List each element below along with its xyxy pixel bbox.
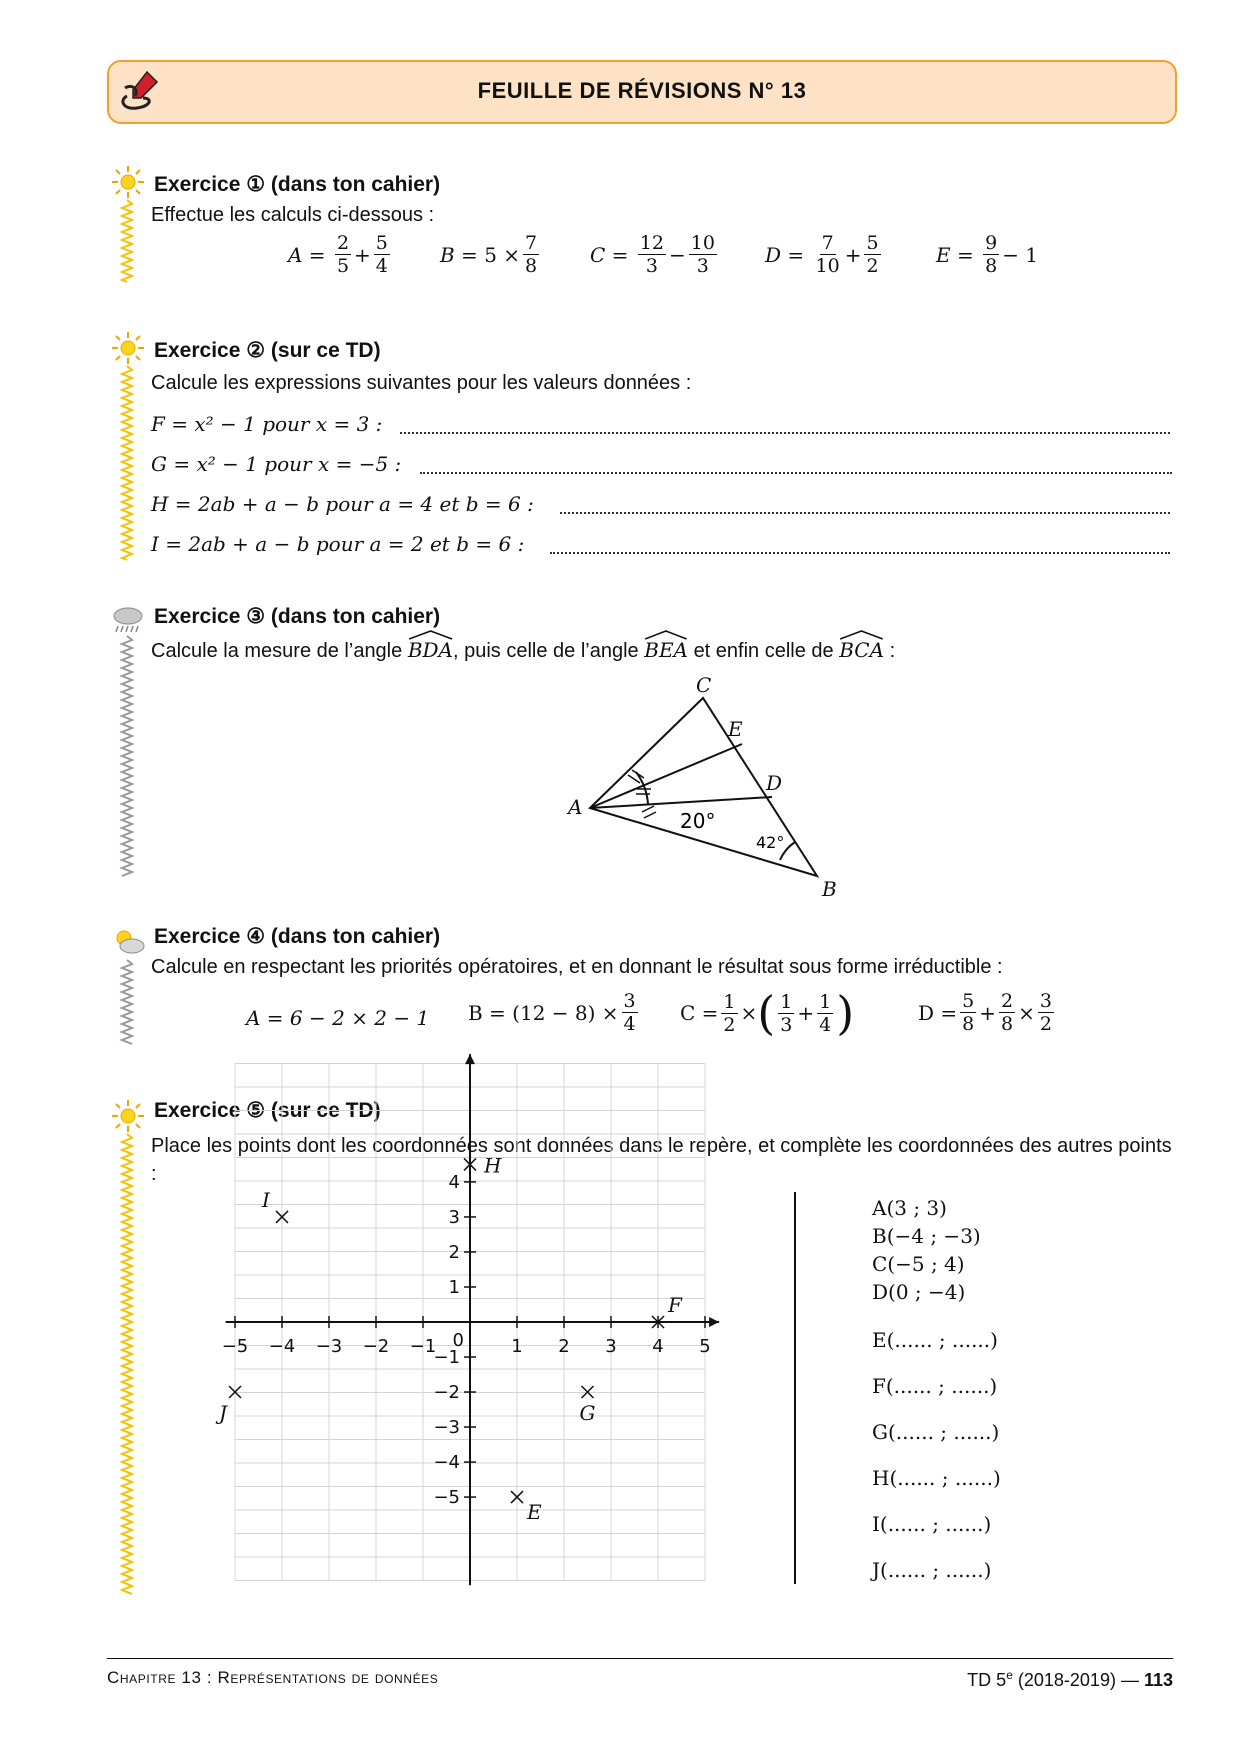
ex1-e-post: − 1: [1002, 242, 1039, 267]
x-tick-label: −5: [221, 1336, 249, 1357]
page-number: 113: [1143, 1670, 1173, 1690]
ex4-c-f3n: 1: [819, 990, 832, 1013]
ex1-e-fn: 9: [985, 232, 998, 254]
x-tick-label: −2: [362, 1336, 390, 1357]
x-tick-label: −3: [315, 1336, 343, 1357]
ex4-c-f1n: 1: [723, 990, 736, 1013]
x-tick-label: 2: [558, 1336, 570, 1357]
coord-given-c: C(−5 ; 4): [872, 1252, 965, 1276]
point-e-label: E: [728, 717, 743, 741]
wavy-bar-icon: [120, 1134, 134, 1594]
triangle-figure: [560, 672, 880, 908]
point-a-label: A: [568, 795, 583, 819]
y-tick-label: −5: [433, 1487, 460, 1509]
coord-complete-i[interactable]: I(...... ; ......): [872, 1512, 992, 1536]
paren-open: (: [757, 986, 776, 1040]
paren-close: ): [836, 986, 855, 1040]
exercise-4-title: Exercice ④ (dans ton cahier): [154, 925, 441, 948]
ex1-e-fd: 8: [985, 255, 998, 277]
ex4-expression-c: [680, 986, 855, 1040]
point-label-j: J: [219, 1401, 228, 1426]
vertical-divider: [794, 1192, 796, 1584]
ex4-d-f1n: 5: [962, 990, 975, 1012]
x-tick-label: −1: [409, 1336, 437, 1357]
angle-42-label: 42°: [756, 833, 785, 852]
point-label-e: E: [527, 1500, 542, 1525]
coord-complete-f[interactable]: F(...... ; ......): [872, 1374, 998, 1398]
point-label-g: G: [579, 1401, 596, 1426]
ex4-c-f1d: 2: [723, 1013, 736, 1036]
ex3-instruction-d: :: [884, 640, 896, 662]
equal-angle-marks: [628, 770, 656, 818]
point-label-h: H: [484, 1153, 502, 1178]
ex1-a-name: A: [288, 242, 303, 267]
ex3-instruction-b: , puis celle de l’angle: [453, 640, 639, 662]
hat-icon: [644, 630, 688, 640]
answer-dots[interactable]: [420, 472, 1172, 474]
point-c-label: C: [696, 673, 712, 697]
ex2-line-i: I = 2ab + a − b pour a = 2 et b = 6 :: [151, 532, 525, 556]
ex1-a-op: +: [354, 242, 371, 267]
wavy-bar-icon: [120, 200, 134, 286]
sun-icon: [110, 164, 146, 200]
ex4-c-mid: ×: [740, 1001, 758, 1025]
ex1-a-f1n: 2: [336, 232, 350, 254]
coord-complete-h[interactable]: H(...... ; ......): [872, 1466, 1001, 1490]
ex1-b-fd: 8: [525, 255, 538, 277]
y-tick-label: 2: [448, 1241, 460, 1263]
ex1-c-f1n: 12: [639, 232, 664, 254]
coordinate-grid[interactable]: [219, 1153, 722, 1600]
wavy-bar-icon: [120, 636, 134, 876]
angle-bda-label: BDA: [407, 638, 453, 662]
page-title: FEUILLE DE RÉVISIONS N° 13: [477, 78, 807, 103]
ex1-a-f2n: 5: [375, 232, 388, 254]
ex2-line-h: H = 2ab + a − b pour a = 4 et b = 6 :: [151, 492, 534, 516]
ex1-c-f2d: 3: [696, 255, 709, 277]
ex1-d-f1n: 7: [821, 232, 834, 254]
footer-level: TD 5: [967, 1670, 1007, 1690]
ex1-d-f2n: 5: [866, 232, 879, 254]
ex4-c-f2n: 1: [780, 990, 793, 1013]
answer-dots[interactable]: [400, 432, 1170, 434]
y-tick-label: −1: [433, 1347, 460, 1369]
x-tick-label: 4: [652, 1336, 664, 1357]
page-header: [107, 60, 1177, 124]
x-tick-label: 1: [511, 1336, 523, 1357]
exercise-5-instruction: Place les points dont les coordonnées sont données dans le repère, et complète les coordonnées des autres points :: [151, 1135, 1172, 1185]
coord-complete-j[interactable]: J(...... ; ......): [872, 1558, 992, 1582]
ex2-line-f: F = x² − 1 pour x = 3 :: [151, 412, 383, 436]
ex1-c-f1d: 3: [645, 255, 658, 277]
ex1-e-name: E: [936, 242, 951, 267]
point-b-label: B: [822, 877, 837, 901]
angle-bea-label: BEA: [644, 638, 688, 662]
ex4-a: A = 6 − 2 × 2 − 1: [246, 1006, 430, 1030]
ex4-expression-b: [468, 990, 641, 1035]
x-axis-arrow: [709, 1317, 719, 1327]
segment-ae: [590, 744, 742, 808]
answer-dots[interactable]: [550, 552, 1170, 554]
ex1-b-name: B: [440, 242, 455, 267]
exercise-5-title: Exercice ⑤ (sur ce TD): [154, 1099, 381, 1122]
exercise-4-instruction: Calcule en respectant les priorités opératoires, et en donnant le résultat sous forme irréductible :: [151, 956, 1003, 978]
ex1-expression-e: E = $\frac{9}{8}$ − 1: [936, 232, 1039, 277]
ex4-d-f2d: 8: [1001, 1013, 1014, 1035]
ex1-a-f1d: 5: [336, 255, 350, 277]
sun-icon: [110, 1098, 146, 1134]
ex3-instruction-a: Calcule la mesure de l’angle: [151, 640, 403, 662]
rain-cloud-icon: [110, 598, 146, 634]
wavy-bar-icon: [120, 960, 134, 1044]
coord-complete-e[interactable]: E(...... ; ......): [872, 1328, 998, 1352]
ex4-c-f2d: 3: [780, 1013, 793, 1036]
angle-bda: [408, 638, 453, 662]
coord-given-a: A(3 ; 3): [872, 1196, 947, 1220]
y-tick-label: 1: [448, 1276, 460, 1298]
x-tick-label: −4: [268, 1336, 296, 1357]
footer-page-info: [967, 1668, 1173, 1691]
angle-bea: [644, 638, 688, 662]
exercise-2-instruction: Calcule les expressions suivantes pour les valeurs données :: [151, 372, 692, 394]
exercise-1-instruction: Effectue les calculs ci-dessous :: [151, 204, 435, 226]
y-tick-label: −3: [433, 1417, 460, 1439]
sun-cloud-icon: [110, 924, 146, 960]
ex1-expression-c: C = $\frac{12}{3}$ − $\frac{10}{3}$: [590, 232, 715, 277]
ex4-expression-d: [918, 990, 1057, 1035]
ex1-c-op: −: [668, 242, 686, 267]
point-label-f: F: [668, 1293, 682, 1317]
coord-given-b: B(−4 ; −3): [872, 1224, 981, 1248]
x-tick-label: 3: [605, 1336, 617, 1357]
angle-bca-label: BCA: [839, 638, 885, 662]
segment-ad: [590, 797, 772, 808]
coord-given-d: D(0 ; −4): [872, 1280, 966, 1304]
ex1-d-name: D: [765, 242, 782, 267]
footer-divider: [107, 1658, 1173, 1659]
ex1-a-f2d: 4: [375, 255, 388, 277]
exercise-1-title: Exercice ① (dans ton cahier): [154, 173, 441, 196]
footer-chapter: Chapitre 13 : Représentations de données: [107, 1668, 439, 1687]
exercise-3-title: Exercice ③ (dans ton cahier): [154, 605, 441, 628]
coord-complete-g[interactable]: G(...... ; ......): [872, 1420, 1000, 1444]
y-axis-arrow: [465, 1054, 475, 1064]
y-tick-label: 3: [448, 1206, 460, 1228]
ex4-b-pre: B = (12 − 8) ×: [468, 1000, 619, 1025]
y-tick-label: 4: [448, 1171, 460, 1193]
ex4-d-f3d: 2: [1039, 1013, 1052, 1035]
hat-icon: [408, 630, 453, 640]
ex1-expression-b: B = 5 × $\frac{7}{8}$: [440, 232, 538, 277]
exercise-3-instruction: [151, 638, 895, 663]
ex4-d-f3n: 3: [1039, 990, 1052, 1012]
ex1-c-f2n: 10: [690, 232, 715, 254]
angle-bca: [839, 638, 884, 662]
ex4-b-fn: 3: [623, 990, 636, 1012]
ex4-d-f1d: 8: [962, 1013, 975, 1035]
answer-dots[interactable]: [560, 512, 1170, 514]
ex1-d-f1d: 10: [815, 255, 840, 277]
origin-label: 0: [452, 1330, 464, 1351]
y-tick-label: −4: [433, 1452, 460, 1474]
x-tick-label: 5: [699, 1336, 711, 1357]
ex4-d-f2n: 2: [1001, 990, 1014, 1012]
point-d-label: D: [766, 771, 783, 795]
ex1-b-fn: 7: [525, 232, 538, 254]
ex1-b-pre: 5 ×: [484, 242, 521, 267]
ex4-d-op1: +: [979, 1000, 997, 1025]
wavy-bar-icon: [120, 366, 134, 558]
ex1-c-name: C: [590, 242, 606, 267]
ex1-d-f2d: 2: [866, 255, 879, 277]
ex1-expression-a: A = $\frac{2}{5}$ + $\frac{5}{4}$: [288, 232, 388, 277]
ex4-c-pre: C =: [680, 1001, 719, 1025]
sun-icon: [110, 330, 146, 366]
ex4-d-pre: D =: [918, 1000, 958, 1025]
footer-year: (2018-2019) —: [1012, 1670, 1144, 1690]
ex4-c-f3d: 4: [819, 1013, 832, 1036]
ex3-instruction-c: et enfin celle de: [693, 640, 834, 662]
angle-20-label: 20°: [680, 809, 716, 833]
ex4-b-fd: 4: [623, 1013, 636, 1035]
footer-level-sup: e: [1006, 1668, 1013, 1682]
ex1-expression-d: D = $\frac{7}{10}$ + $\frac{5}{2}$: [765, 232, 879, 277]
ex4-expression-a: [246, 1006, 429, 1030]
y-tick-label: −2: [433, 1382, 460, 1404]
ex4-c-op: +: [797, 1001, 815, 1025]
hat-icon: [839, 630, 884, 640]
ex4-d-op2: ×: [1018, 1000, 1035, 1025]
ex2-line-g: G = x² − 1 pour x = −5 :: [151, 452, 402, 476]
point-label-i: I: [262, 1187, 270, 1212]
ex1-d-op: +: [844, 242, 862, 267]
exercise-2-title: Exercice ② (sur ce TD): [154, 339, 381, 362]
